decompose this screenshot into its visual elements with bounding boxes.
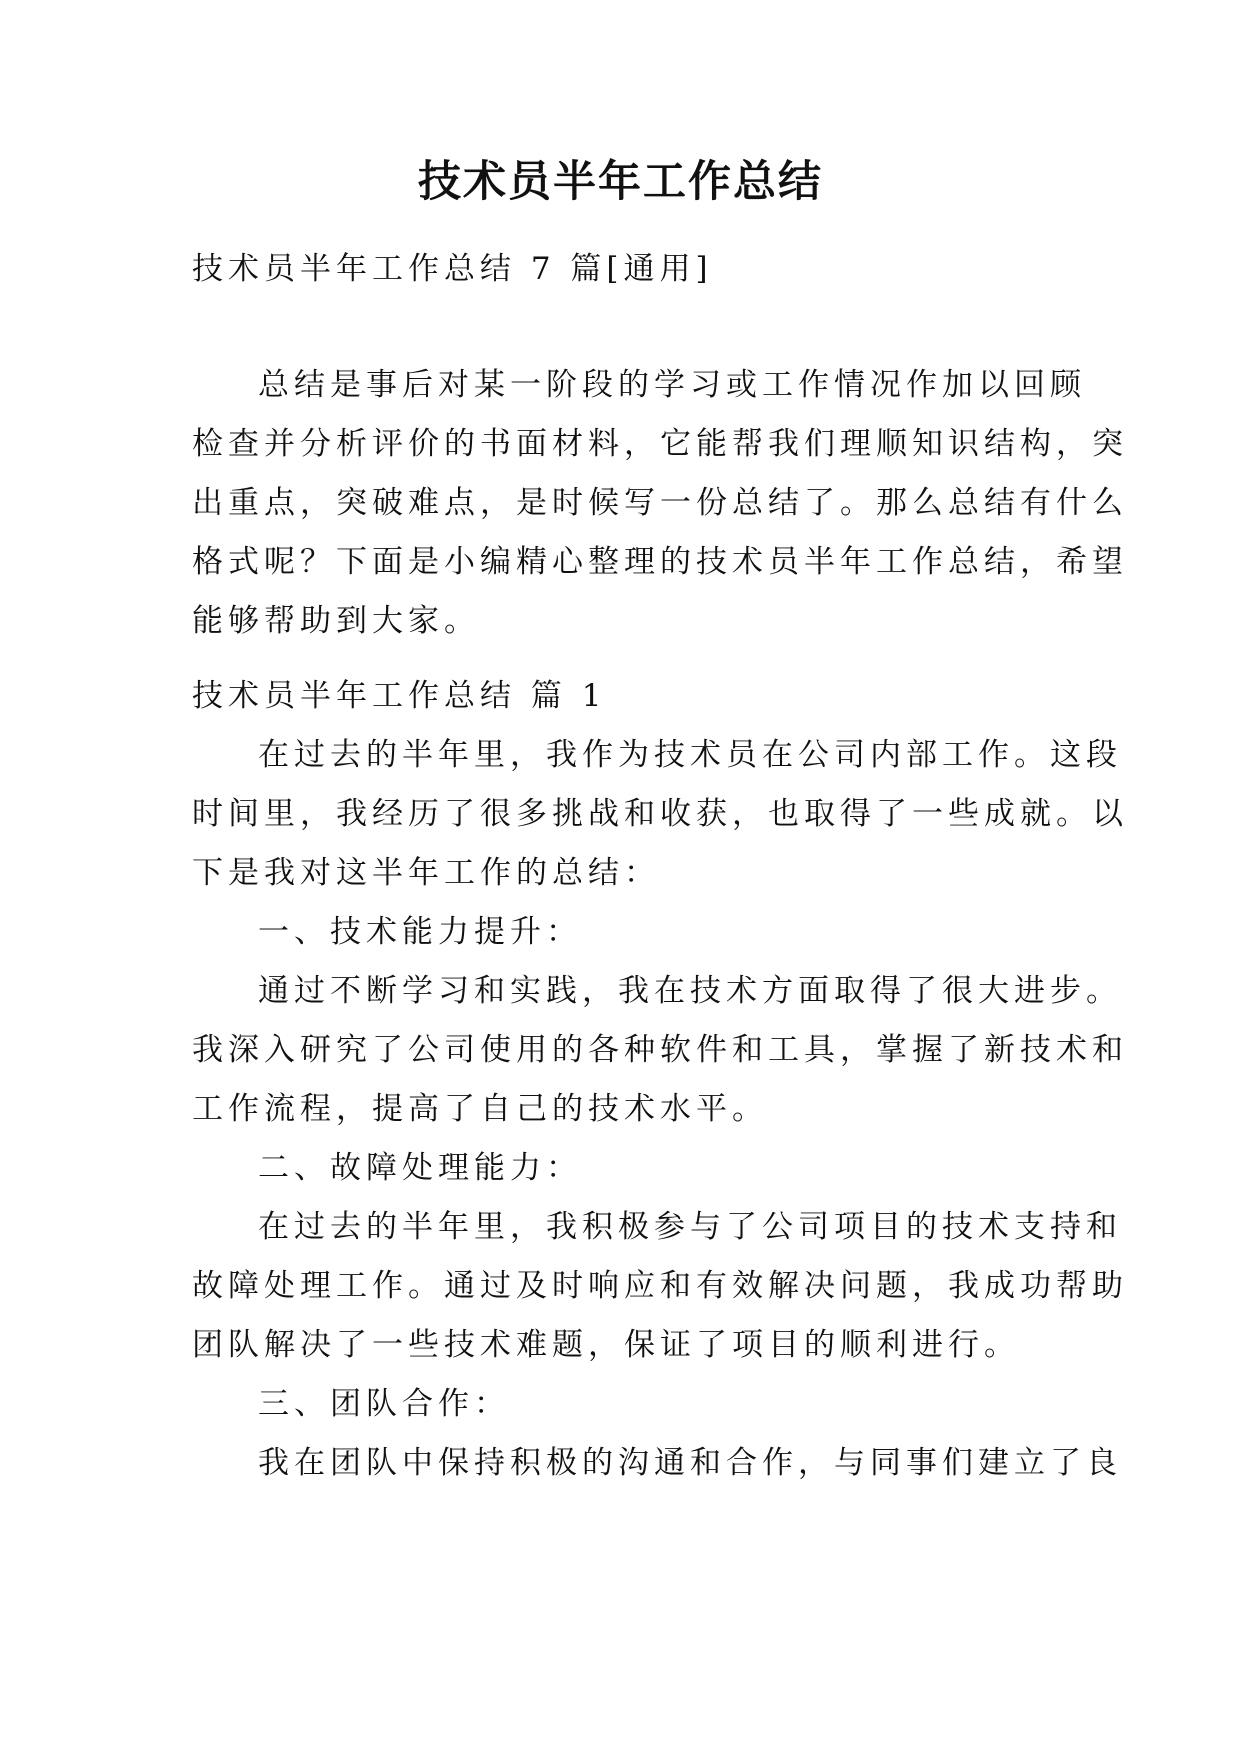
paragraph-line: 我深入研究了公司使用的各种软件和工具，掌握了新技术和 xyxy=(192,1032,1128,1068)
paragraph-line: 通过不断学习和实践，我在技术方面取得了很大进步。 xyxy=(258,973,1122,1009)
paragraph-line: 工作流程，提高了自己的技术水平。 xyxy=(192,1091,768,1127)
subsection-heading: 二、故障处理能力： xyxy=(258,1150,582,1186)
section-1 xyxy=(192,667,1128,1493)
paragraph-line: 总结是事后对某一阶段的学习或工作情况作加以回顾 xyxy=(258,367,1086,403)
paragraph-line: 时间里，我经历了很多挑战和收获，也取得了一些成就。以 xyxy=(192,796,1128,832)
paragraph-line: 出重点，突破难点，是时候写一份总结了。那么总结有什么 xyxy=(192,485,1128,521)
subsection-heading: 三、团队合作： xyxy=(258,1386,510,1422)
intro-paragraph xyxy=(192,356,1128,651)
paragraph-line: 故障处理工作。通过及时响应和有效解决问题，我成功帮助 xyxy=(192,1268,1128,1304)
paragraph-line: 检查并分析评价的书面材料，它能帮我们理顺知识结构，突 xyxy=(192,426,1128,462)
paragraph-line: 格式呢？下面是小编精心整理的技术员半年工作总结，希望 xyxy=(192,544,1128,580)
paragraph-line: 在过去的半年里，我积极参与了公司项目的技术支持和 xyxy=(258,1209,1122,1245)
paragraph-line: 在过去的半年里，我作为技术员在公司内部工作。这段 xyxy=(258,737,1122,773)
page-title: 技术员半年工作总结 xyxy=(418,157,823,207)
paragraph-line: 下是我对这半年工作的总结： xyxy=(192,855,660,891)
document-subtitle xyxy=(192,240,1052,299)
subsection-heading: 一、技术能力提升： xyxy=(258,914,582,950)
subtitle-line: 技术员半年工作总结 7 篇[通用] xyxy=(192,251,713,287)
paragraph-line: 能够帮助到大家。 xyxy=(192,603,480,639)
paragraph-line: 我在团队中保持积极的沟通和合作，与同事们建立了良 xyxy=(258,1445,1122,1481)
section-heading: 技术员半年工作总结 篇 1 xyxy=(192,678,607,714)
paragraph-line: 团队解决了一些技术难题，保证了项目的顺利进行。 xyxy=(192,1327,1020,1363)
